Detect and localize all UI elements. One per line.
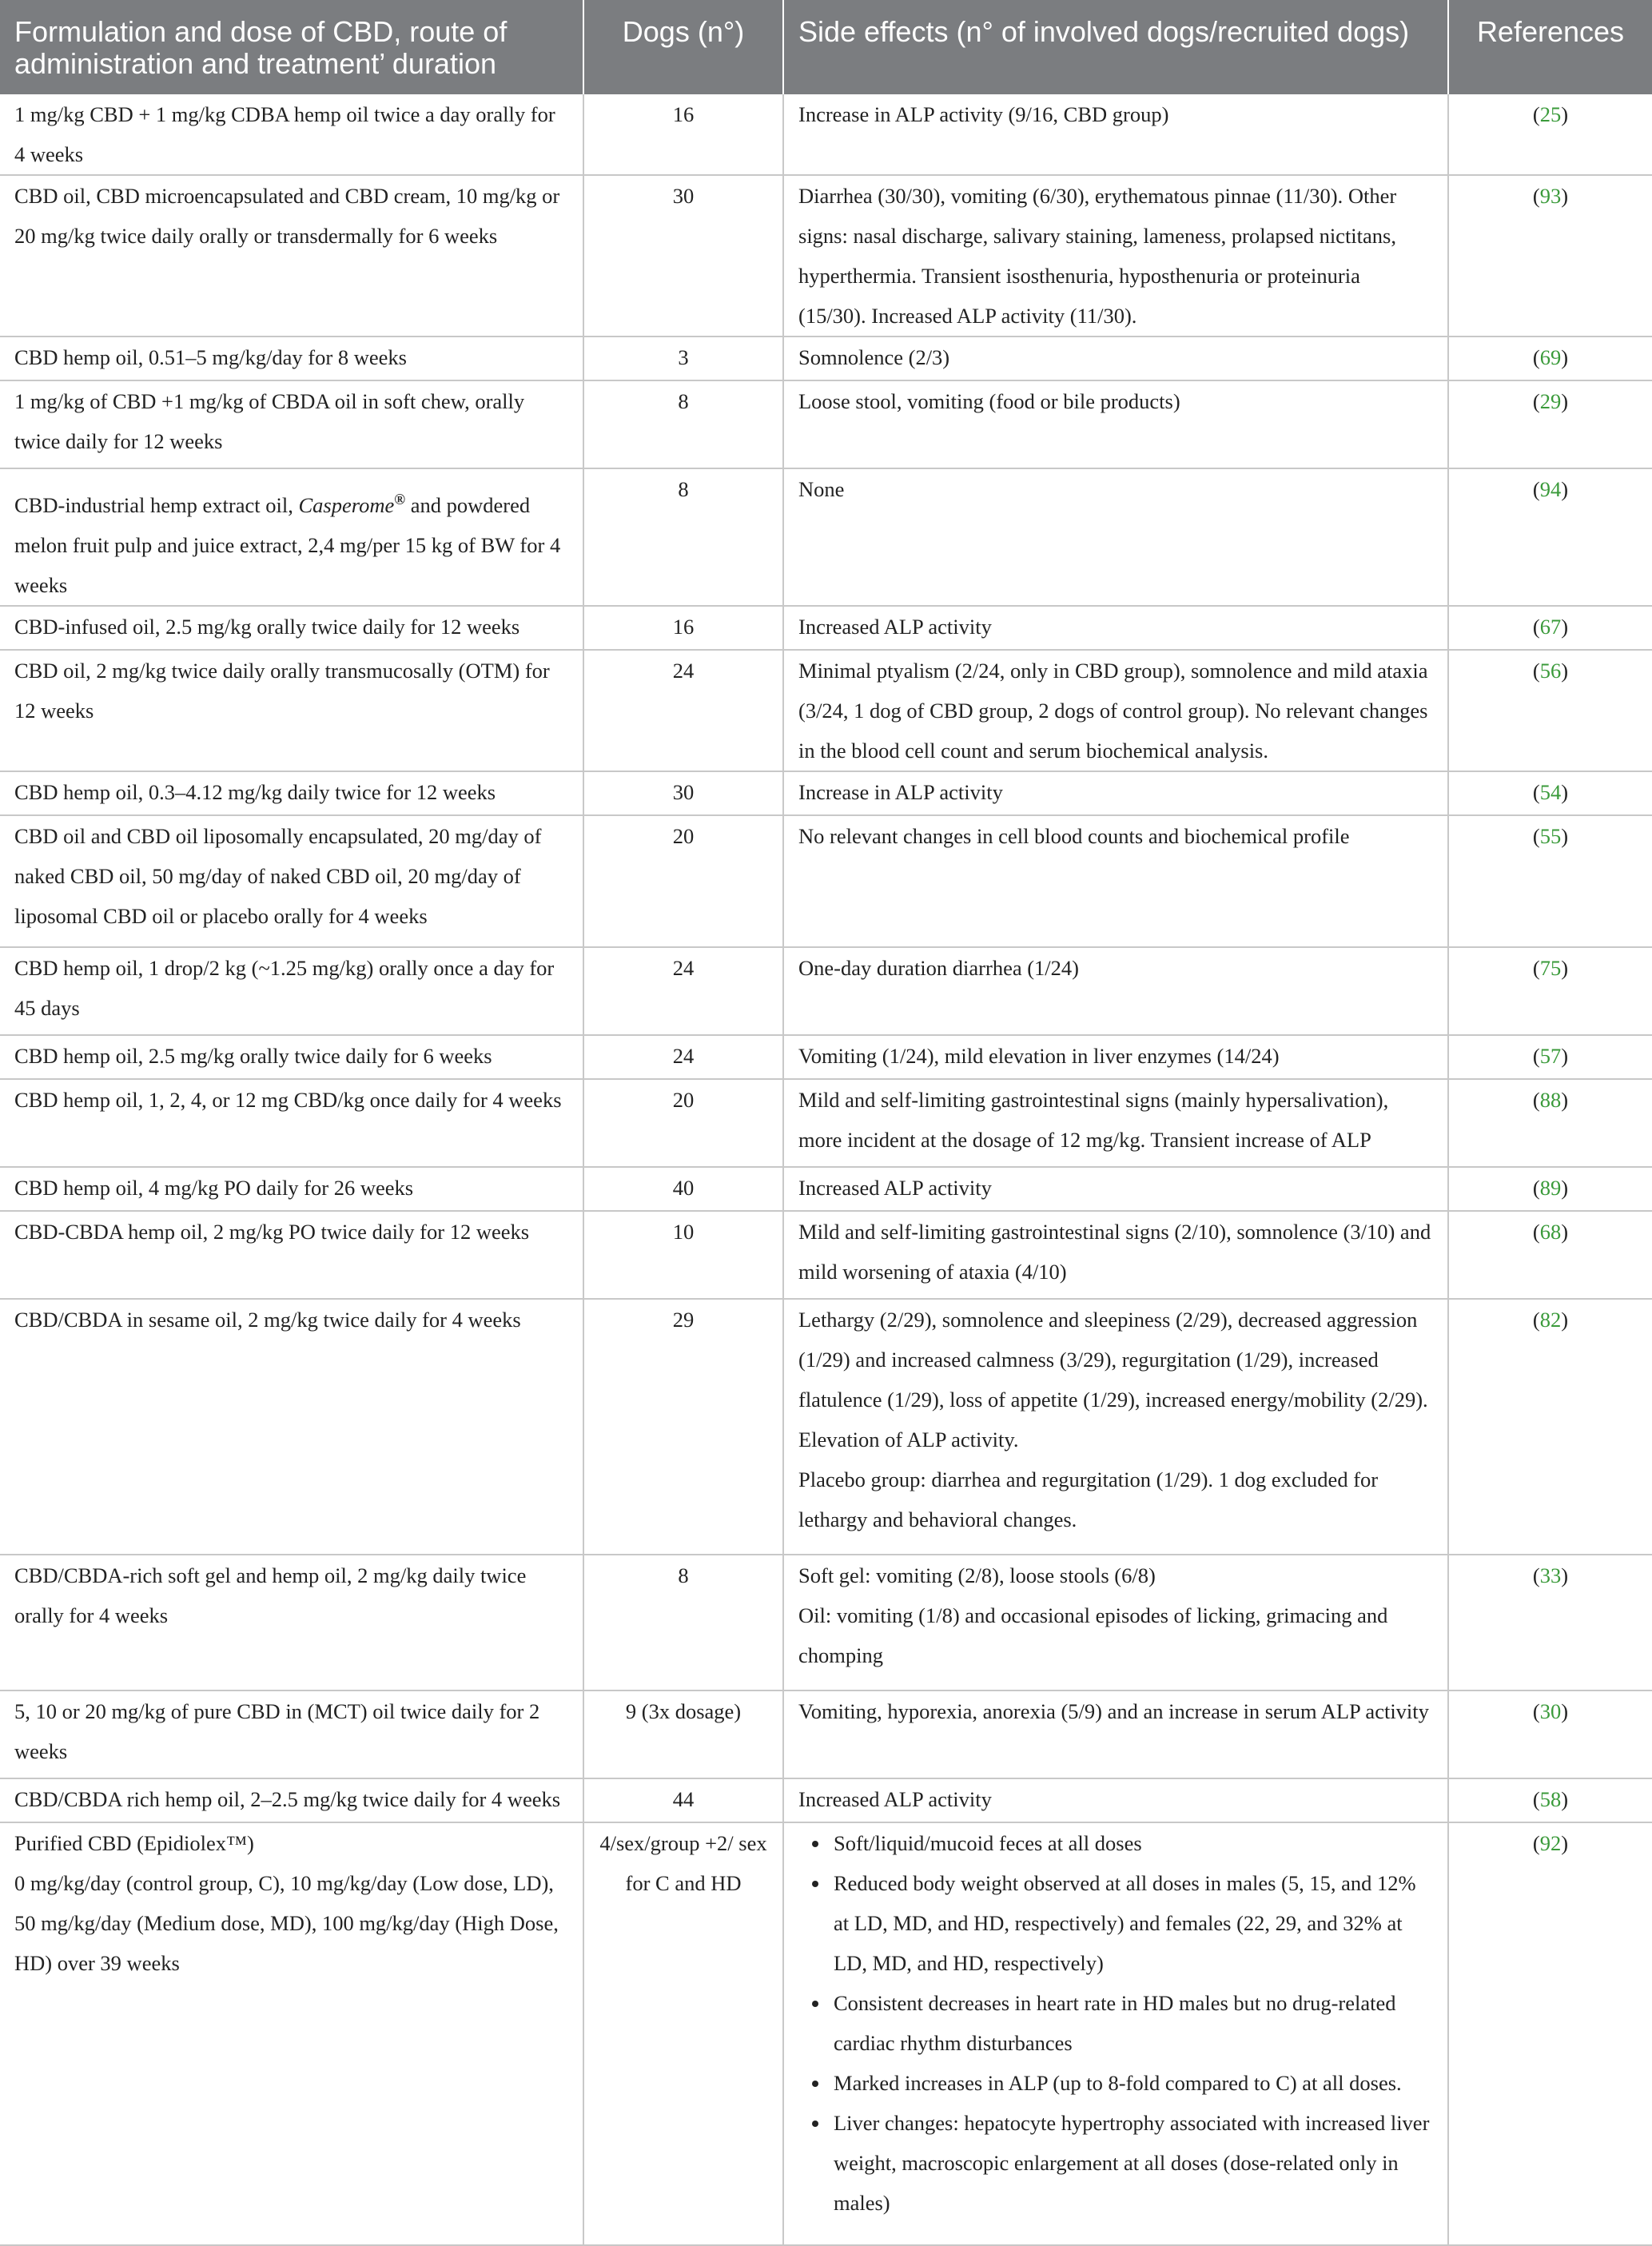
dogs-count-cell: 24 bbox=[583, 1035, 783, 1079]
reference-number: 67 bbox=[1539, 615, 1562, 639]
formulation-cell: CBD hemp oil, 4 mg/kg PO daily for 26 weeks bbox=[0, 1167, 583, 1211]
reference-number: 93 bbox=[1539, 184, 1562, 208]
side-effects-cell bbox=[783, 1690, 1448, 1778]
side-effect-paragraph: Mild and self-limiting gastrointestinal signs (2/10), somnolence (3/10) and mild worsening of ataxia (4/10) bbox=[798, 1220, 1431, 1284]
reference-number: 57 bbox=[1539, 1044, 1562, 1068]
side-effect-bullet: • Reduced body weight observed at all doses in males (5, 15, and 12% at LD, MD, and HD, respectively) and females (22, 29, and 32% at LD, MD, and HD, respectively) bbox=[830, 1863, 1433, 1983]
reference-citation: (93) bbox=[1532, 184, 1569, 208]
side-effects-cell bbox=[783, 1778, 1448, 1822]
reference-number: 54 bbox=[1539, 780, 1562, 804]
reference-citation: (56) bbox=[1532, 659, 1569, 683]
formulation-cell bbox=[0, 468, 583, 606]
side-effects-cell bbox=[783, 771, 1448, 815]
side-effect-paragraph: Loose stool, vomiting (food or bile products) bbox=[798, 389, 1180, 413]
reference-cell bbox=[1448, 771, 1652, 815]
side-effects-cell bbox=[783, 606, 1448, 650]
reference-citation: (82) bbox=[1532, 1308, 1569, 1332]
reference-cell bbox=[1448, 1079, 1652, 1167]
dogs-count-cell: 44 bbox=[583, 1778, 783, 1822]
side-effects-cell bbox=[783, 337, 1448, 380]
dogs-count-cell: 8 bbox=[583, 1555, 783, 1690]
side-effect-paragraph: Oil: vomiting (1/8) and occasional episodes of licking, grimacing and chomping bbox=[798, 1603, 1388, 1667]
table-row bbox=[0, 650, 1652, 771]
reference-citation: (55) bbox=[1532, 824, 1569, 848]
reference-citation: (25) bbox=[1532, 102, 1569, 126]
reference-citation: (57) bbox=[1532, 1044, 1569, 1068]
formulation-cell: 1 mg/kg CBD + 1 mg/kg CDBA hemp oil twice a day orally for 4 weeks bbox=[0, 94, 583, 175]
side-effect-paragraph: Vomiting, hyporexia, anorexia (5/9) and an increase in serum ALP activity bbox=[798, 1699, 1429, 1723]
reference-cell bbox=[1448, 1167, 1652, 1211]
side-effects-cell bbox=[783, 1555, 1448, 1690]
side-effect-bullet: • Soft/liquid/mucoid feces at all doses bbox=[830, 1823, 1433, 1863]
reference-number: 56 bbox=[1539, 659, 1562, 683]
reference-number: 69 bbox=[1539, 345, 1562, 369]
table-row bbox=[0, 1035, 1652, 1079]
side-effect-paragraph: Soft gel: vomiting (2/8), loose stools (6/8) bbox=[798, 1563, 1156, 1587]
reference-cell bbox=[1448, 1299, 1652, 1555]
table-row bbox=[0, 94, 1652, 175]
reference-citation: (29) bbox=[1532, 389, 1569, 413]
reference-cell bbox=[1448, 1211, 1652, 1299]
side-effects-cell bbox=[783, 1035, 1448, 1079]
reference-citation: (30) bbox=[1532, 1699, 1569, 1723]
dogs-count-cell: 24 bbox=[583, 650, 783, 771]
reference-cell bbox=[1448, 337, 1652, 380]
side-effect-paragraph: Increase in ALP activity (9/16, CBD group) bbox=[798, 102, 1169, 126]
side-effects-cell bbox=[783, 1079, 1448, 1167]
formulation-cell: 5, 10 or 20 mg/kg of pure CBD in (MCT) oil twice daily for 2 weeks bbox=[0, 1690, 583, 1778]
side-effects-cell bbox=[783, 650, 1448, 771]
reference-cell bbox=[1448, 1822, 1652, 2245]
reference-cell bbox=[1448, 175, 1652, 337]
dogs-count-cell: 20 bbox=[583, 815, 783, 947]
reference-number: 88 bbox=[1539, 1088, 1562, 1112]
table-row bbox=[0, 1211, 1652, 1299]
side-effects-cell bbox=[783, 1211, 1448, 1299]
registered-mark: ® bbox=[394, 492, 406, 509]
dogs-count-cell: 16 bbox=[583, 94, 783, 175]
side-effect-paragraph: Placebo group: diarrhea and regurgitation (1/29). 1 dog excluded for lethargy and behavioral changes. bbox=[798, 1467, 1379, 1531]
side-effect-paragraph: Lethargy (2/29), somnolence and sleepiness (2/29), decreased aggression (1/29) and increased calmness (3/29), regurgitation (1/29), increased flatulence (1/29), loss of appetite (1/29), increased energy/mobility (2/29). Elevation of ALP activity. bbox=[798, 1308, 1428, 1452]
reference-cell bbox=[1448, 1690, 1652, 1778]
formulation-text-start: CBD-industrial hemp extract oil, bbox=[14, 493, 299, 517]
formulation-cell: CBD/CBDA in sesame oil, 2 mg/kg twice daily for 4 weeks bbox=[0, 1299, 583, 1555]
dogs-count-cell: 29 bbox=[583, 1299, 783, 1555]
side-effect-bullet: • Liver changes: hepatocyte hypertrophy associated with increased liver weight, macroscopic enlargement at all doses (dose-related only in males) bbox=[830, 2103, 1433, 2223]
reference-number: 55 bbox=[1539, 824, 1562, 848]
reference-number: 82 bbox=[1539, 1308, 1562, 1332]
reference-cell bbox=[1448, 94, 1652, 175]
side-effect-paragraph: Vomiting (1/24), mild elevation in liver enzymes (14/24) bbox=[798, 1044, 1280, 1068]
reference-cell bbox=[1448, 1778, 1652, 1822]
reference-cell bbox=[1448, 650, 1652, 771]
formulation-cell: CBD-CBDA hemp oil, 2 mg/kg PO twice daily for 12 weeks bbox=[0, 1211, 583, 1299]
side-effects-cell bbox=[783, 1822, 1448, 2245]
reference-citation: (94) bbox=[1532, 477, 1569, 501]
formulation-line: Purified CBD (Epidiolex™) bbox=[14, 1831, 254, 1855]
side-effects-cell bbox=[783, 380, 1448, 468]
table-row bbox=[0, 175, 1652, 337]
table-row bbox=[0, 771, 1652, 815]
reference-cell bbox=[1448, 468, 1652, 606]
table-row bbox=[0, 1555, 1652, 1690]
table-header bbox=[0, 0, 1652, 94]
reference-citation: (75) bbox=[1532, 956, 1569, 980]
formulation-cell: CBD hemp oil, 1, 2, 4, or 12 mg CBD/kg once daily for 4 weeks bbox=[0, 1079, 583, 1167]
side-effect-paragraph: Diarrhea (30/30), vomiting (6/30), erythematous pinnae (11/30). Other signs: nasal discharge, salivary staining, lameness, prolapsed nictitans, hyperthermia. Transient isosthenuria, hyposthenuria or proteinuria (15/30). Increased ALP activity (11/30). bbox=[798, 184, 1397, 328]
header-dogs: Dogs (n°) bbox=[583, 0, 783, 94]
reference-number: 94 bbox=[1539, 477, 1562, 501]
side-effects-cell bbox=[783, 1299, 1448, 1555]
table-row bbox=[0, 606, 1652, 650]
table-body bbox=[0, 94, 1652, 2245]
reference-citation: (69) bbox=[1532, 345, 1569, 369]
dogs-count-cell: 16 bbox=[583, 606, 783, 650]
formulation-text-end: and powdered melon fruit pulp and juice extract, 2,4 mg/per 15 kg of BW for 4 weeks bbox=[14, 493, 561, 597]
dogs-count-cell: 8 bbox=[583, 468, 783, 606]
header-side-effects: Side effects (n° of involved dogs/recruited dogs) bbox=[783, 0, 1448, 94]
side-effect-paragraph: Increased ALP activity bbox=[798, 1176, 992, 1200]
reference-number: 68 bbox=[1539, 1220, 1562, 1244]
formulation-cell: 1 mg/kg of CBD +1 mg/kg of CBDA oil in soft chew, orally twice daily for 12 weeks bbox=[0, 380, 583, 468]
table-row bbox=[0, 1299, 1652, 1555]
side-effect-paragraph: One-day duration diarrhea (1/24) bbox=[798, 956, 1079, 980]
dogs-count-cell: 20 bbox=[583, 1079, 783, 1167]
formulation-cell: CBD oil, CBD microencapsulated and CBD cream, 10 mg/kg or 20 mg/kg twice daily orally or transdermally for 6 weeks bbox=[0, 175, 583, 337]
reference-cell bbox=[1448, 947, 1652, 1035]
formulation-cell: CBD hemp oil, 2.5 mg/kg orally twice daily for 6 weeks bbox=[0, 1035, 583, 1079]
reference-citation: (67) bbox=[1532, 615, 1569, 639]
side-effect-paragraph: Mild and self-limiting gastrointestinal signs (mainly hypersalivation), more incident at the dosage of 12 mg/kg. Transient increase of ALP bbox=[798, 1088, 1389, 1152]
table-row bbox=[0, 815, 1652, 947]
side-effect-paragraph: Minimal ptyalism (2/24, only in CBD group), somnolence and mild ataxia (3/24, 1 dog of CBD group, 2 dogs of control group). No relevant changes in the blood cell count and serum biochemical analysis. bbox=[798, 659, 1428, 763]
dogs-count-cell: 10 bbox=[583, 1211, 783, 1299]
table-row bbox=[0, 1079, 1652, 1167]
dogs-count-cell: 40 bbox=[583, 1167, 783, 1211]
reference-cell bbox=[1448, 606, 1652, 650]
reference-cell bbox=[1448, 380, 1652, 468]
reference-number: 58 bbox=[1539, 1787, 1562, 1811]
table-row bbox=[0, 1822, 1652, 2245]
reference-cell bbox=[1448, 1035, 1652, 1079]
reference-number: 33 bbox=[1539, 1563, 1562, 1587]
dogs-count-cell: 4/sex/group +2/ sex for C and HD bbox=[583, 1822, 783, 2245]
reference-citation: (88) bbox=[1532, 1088, 1569, 1112]
side-effects-list bbox=[798, 1823, 1433, 2223]
header-row bbox=[0, 0, 1652, 94]
formulation-cell: CBD hemp oil, 0.3–4.12 mg/kg daily twice for 12 weeks bbox=[0, 771, 583, 815]
side-effects-cell bbox=[783, 175, 1448, 337]
dogs-count-cell: 24 bbox=[583, 947, 783, 1035]
side-effect-paragraph: Somnolence (2/3) bbox=[798, 345, 950, 369]
reference-citation: (54) bbox=[1532, 780, 1569, 804]
table-row bbox=[0, 1690, 1652, 1778]
formulation-cell: CBD hemp oil, 1 drop/2 kg (~1.25 mg/kg) orally once a day for 45 days bbox=[0, 947, 583, 1035]
dogs-count-cell: 9 (3x dosage) bbox=[583, 1690, 783, 1778]
table-row bbox=[0, 380, 1652, 468]
reference-number: 92 bbox=[1539, 1831, 1562, 1855]
reference-cell bbox=[1448, 1555, 1652, 1690]
side-effects-cell bbox=[783, 947, 1448, 1035]
dogs-count-cell: 8 bbox=[583, 380, 783, 468]
product-name: Casperome bbox=[298, 493, 395, 517]
formulation-cell: CBD hemp oil, 0.51–5 mg/kg/day for 8 weeks bbox=[0, 337, 583, 380]
side-effect-paragraph: Increased ALP activity bbox=[798, 1787, 992, 1811]
side-effect-paragraph: None bbox=[798, 477, 845, 501]
side-effect-paragraph: Increase in ALP activity bbox=[798, 780, 1003, 804]
formulation-cell: CBD oil, 2 mg/kg twice daily orally transmucosally (OTM) for 12 weeks bbox=[0, 650, 583, 771]
reference-citation: (33) bbox=[1532, 1563, 1569, 1587]
formulation-cell: CBD/CBDA rich hemp oil, 2–2.5 mg/kg twice daily for 4 weeks bbox=[0, 1778, 583, 1822]
side-effect-bullet: • Marked increases in ALP (up to 8-fold compared to C) at all doses. bbox=[830, 2063, 1433, 2103]
table-row bbox=[0, 1778, 1652, 1822]
dogs-count-cell: 30 bbox=[583, 771, 783, 815]
dogs-count-cell: 3 bbox=[583, 337, 783, 380]
side-effects-cell bbox=[783, 468, 1448, 606]
side-effect-paragraph: Increased ALP activity bbox=[798, 615, 992, 639]
side-effect-paragraph: No relevant changes in cell blood counts and biochemical profile bbox=[798, 824, 1350, 848]
table-row bbox=[0, 1167, 1652, 1211]
reference-number: 30 bbox=[1539, 1699, 1562, 1723]
formulation-cell bbox=[0, 1822, 583, 2245]
header-references: References bbox=[1448, 0, 1652, 94]
side-effects-cell bbox=[783, 1167, 1448, 1211]
reference-citation: (92) bbox=[1532, 1831, 1569, 1855]
reference-number: 89 bbox=[1539, 1176, 1562, 1200]
table-row bbox=[0, 337, 1652, 380]
side-effect-bullet: • Consistent decreases in heart rate in HD males but no drug-related cardiac rhythm disturbances bbox=[830, 1983, 1433, 2063]
formulation-line: 0 mg/kg/day (control group, C), 10 mg/kg/day (Low dose, LD), 50 mg/kg/day (Medium dose, MD), 100 mg/kg/day (High Dose, HD) over 39 weeks bbox=[14, 1871, 559, 1975]
reference-citation: (89) bbox=[1532, 1176, 1569, 1200]
reference-number: 25 bbox=[1539, 102, 1562, 126]
reference-number: 75 bbox=[1539, 956, 1562, 980]
reference-number: 29 bbox=[1539, 389, 1562, 413]
reference-cell bbox=[1448, 815, 1652, 947]
header-formulation: Formulation and dose of CBD, route of administration and treatment’ duration bbox=[0, 0, 583, 94]
side-effects-cell bbox=[783, 94, 1448, 175]
reference-citation: (68) bbox=[1532, 1220, 1569, 1244]
formulation-cell: CBD/CBDA-rich soft gel and hemp oil, 2 mg/kg daily twice orally for 4 weeks bbox=[0, 1555, 583, 1690]
reference-citation: (58) bbox=[1532, 1787, 1569, 1811]
side-effects-cell bbox=[783, 815, 1448, 947]
formulation-cell: CBD oil and CBD oil liposomally encapsulated, 20 mg/day of naked CBD oil, 50 mg/day of naked CBD oil, 20 mg/day of liposomal CBD oil or placebo orally for 4 weeks bbox=[0, 815, 583, 947]
table-row bbox=[0, 468, 1652, 606]
dogs-count-cell: 30 bbox=[583, 175, 783, 337]
table-row bbox=[0, 947, 1652, 1035]
formulation-cell: CBD-infused oil, 2.5 mg/kg orally twice daily for 12 weeks bbox=[0, 606, 583, 650]
